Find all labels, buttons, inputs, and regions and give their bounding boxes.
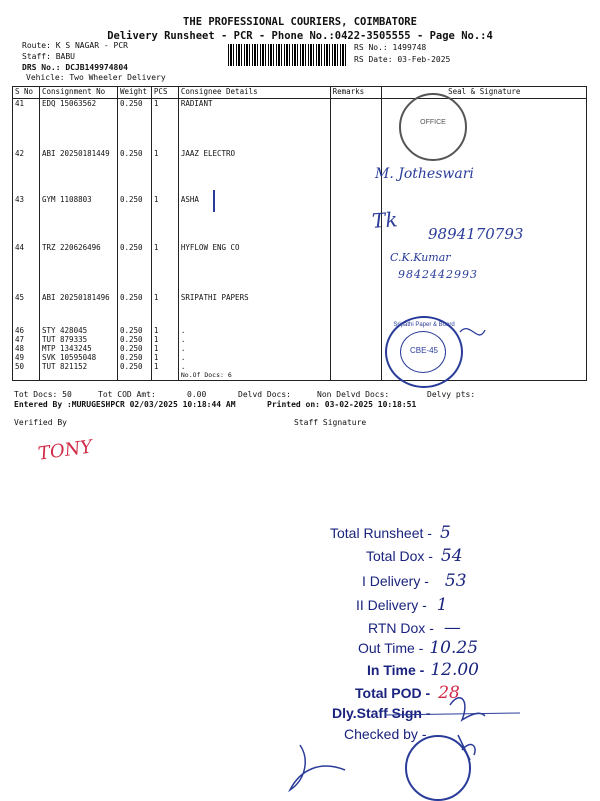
checked-by-stroke [458,735,475,760]
summary-label: Total Runsheet - [330,525,432,541]
cell-pcs: 1 [151,362,178,371]
cell-consignee: . [178,326,330,335]
delvy-pts-text: Delvy pts: [427,390,476,399]
summary-label: Total Dox - [366,548,433,564]
cell-consignee: JAAZ ELECTRO [178,149,330,195]
cell-sno: 43 [13,195,40,243]
bottom-signature-stroke [290,745,345,790]
summary-value: 1 [436,595,448,615]
cell-sno: 46 [13,326,40,335]
seal-ring-text: Sripathi Paper & Board [393,322,455,328]
company-title: THE PROFESSIONAL COURIERS, COIMBATORE [183,16,417,28]
cell-weight: 0.250 [117,362,151,371]
cell-consignee: . [178,362,330,371]
summary-value: 53 [444,571,467,591]
summary-value: 5 [439,523,451,543]
cell-sno: 50 [13,362,40,371]
summary-label: Total POD - [355,685,431,701]
summary-value: 54 [440,546,463,566]
cell-consignee: SRIPATHI PAPERS [178,293,330,326]
cell-weight: 0.250 [117,195,151,243]
cell-pcs: 1 [151,344,178,353]
signature-row42: M. Jotheswari [375,166,474,182]
cell-weight: 0.250 [117,335,151,344]
phone-row44a: 9894170793 [428,225,524,243]
summary-value: 12.00 [430,660,479,680]
cell-cno: TRZ 220626496 [39,243,117,293]
col-sno: S No [13,87,40,99]
summary-label: Out Time - [358,640,424,656]
cell-weight: 0.250 [117,326,151,335]
cell-cno: ABI 20250181449 [39,149,117,195]
cell-consignee: . [178,353,330,362]
cell-cno: ABI 20250181496 [39,293,117,326]
vehicle-text: Vehicle: Two Wheeler Delivery [26,73,166,82]
cell-pcs: 1 [151,243,178,293]
cell-sno: 47 [13,335,40,344]
cell-consignee: ASHA [178,195,330,243]
cell-pcs: 1 [151,353,178,362]
cell-sno: 49 [13,353,40,362]
col-pcs: PCS [151,87,178,99]
col-consignment-no: Consignment No [39,87,117,99]
drs-text: DRS No.: DCJB149974804 [22,63,128,72]
summary-value: 28 [438,683,460,703]
entered-by-text: Entered By :MURUGESHPCR 02/03/2025 10:18:44 AM [14,400,236,409]
no-of-docs-text: No.Of Docs: 6 [178,371,330,381]
col-weight: Weight [117,87,151,99]
cell-weight: 0.250 [117,99,151,149]
cell-weight: 0.250 [117,293,151,326]
printed-on-text: Printed on: 03-02-2025 10:18:51 [267,400,417,409]
sign-underline [385,713,520,715]
cell-pcs: 1 [151,293,178,326]
cell-pcs: 1 [151,99,178,149]
office-stamp-text: OFFICE [420,119,446,126]
cell-pcs: 1 [151,195,178,243]
staff-text: Staff: BABU [22,52,75,61]
cell-consignee: RADIANT [178,99,330,149]
summary-value: 10.25 [429,638,479,658]
tot-docs-text: Tot Docs: 50 [14,390,72,399]
cell-sno: 45 [13,293,40,326]
rs-no-text: RS No.: 1499748 [354,43,427,52]
cell-pcs: 1 [151,326,178,335]
cell-sno: 48 [13,344,40,353]
col-seal-signature: Seal & Signature [382,87,587,99]
cell-cno: SVK 10595048 [39,353,117,362]
name-row44b: C.K.Kumar [390,251,451,264]
summary-label: Dly.Staff Sign - [332,705,431,721]
cell-cno: TUT 821152 [39,362,117,371]
rs-date-text: RS Date: 03-Feb-2025 [354,55,451,64]
cell-pcs: 1 [151,149,178,195]
route-text: Route: K S NAGAR - PCR [22,41,128,50]
cell-weight: 0.250 [117,149,151,195]
non-delvd-docs-text: Non Delvd Docs: [317,390,390,399]
phone-row44b: 9842442993 [398,268,478,281]
col-remarks: Remarks [330,87,382,99]
cell-weight: 0.250 [117,344,151,353]
signature-row44a: Tk [371,207,399,233]
summary-label: II Delivery - [356,597,427,613]
cell-consignee: . [178,344,330,353]
runsheet-subtitle: Delivery Runsheet - PCR - Phone No.:0422-3505555 - Page No.:4 [107,30,493,42]
cell-consignee: . [178,335,330,344]
staff-sign-stroke [450,698,485,720]
cell-sno: 42 [13,149,40,195]
cell-sno: 41 [13,99,40,149]
cell-cno: GYM 1108803 [39,195,117,243]
seal-center-text: CBE-45 [409,346,438,355]
summary-label: I Delivery - [362,573,429,589]
summary-label: RTN Dox - [368,620,434,636]
cell-pcs: 1 [151,335,178,344]
cell-weight: 0.250 [117,243,151,293]
cell-cno: TUT 879335 [39,335,117,344]
seal-signature-stroke [460,329,485,335]
staff-signature-label: Staff Signature [294,418,367,427]
cell-cno: MTP 1343245 [39,344,117,353]
verified-by-label: Verified By [14,418,67,427]
summary-label: Checked by - [344,726,427,742]
cell-sno: 44 [13,243,40,293]
delvd-docs-text: Delvd Docs: [238,390,291,399]
cell-consignee: HYFLOW ENG CO [178,243,330,293]
cell-cno: EDQ 15063562 [39,99,117,149]
tot-cod-label: Tot COD Amt: [98,390,156,399]
tot-cod-value: 0.00 [187,390,207,399]
verified-signature: TONY [36,436,94,465]
cell-weight: 0.250 [117,353,151,362]
cell-cno: STY 428045 [39,326,117,335]
summary-label: In Time - [367,662,425,678]
col-consignee: Consignee Details [178,87,330,99]
summary-value: — [443,618,461,638]
